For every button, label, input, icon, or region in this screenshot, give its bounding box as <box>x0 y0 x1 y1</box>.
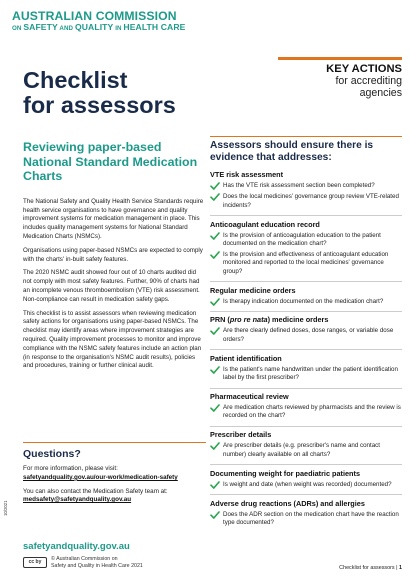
checklist-section-regular-orders <box>210 286 402 306</box>
intro-paragraph: The National Safety and Quality Health Service Standards require health service organisations to have governance and quality improvement systems for medication management in place. This includes quality management systems for National Standard Medication Charts (NSMCs). <box>23 197 204 241</box>
checklist-heading: Assessors should ensure there is evidence that addresses: <box>210 136 402 164</box>
section-title: Regular medicine orders <box>210 285 296 295</box>
checklist-section-prescriber-details <box>210 430 402 459</box>
checklist-section-vte <box>210 170 402 210</box>
checklist-item: Are there clearly defined doses, dose ranges, or variable dose orders? <box>210 327 402 344</box>
checklist-item: Is the provision of anticoagulation education to the patient documented on the medication chart? <box>210 232 402 249</box>
checklist-item: Does the ADR section on the medication chart have the reaction type documented? <box>210 511 402 528</box>
section-divider <box>210 388 402 389</box>
section-divider <box>210 215 402 216</box>
medsafety-email-link[interactable]: medsafety@safetyandquality.gov.au <box>23 496 132 504</box>
checklist-item: Is therapy indication documented on the medication chart? <box>210 298 402 306</box>
checklist-section-anticoagulant <box>210 220 402 276</box>
checklist-section-adr-allergies <box>210 499 402 528</box>
checkmark-icon <box>210 327 220 335</box>
checkmark-icon <box>210 404 220 412</box>
checkmark-icon <box>210 193 220 201</box>
section-divider <box>210 349 402 350</box>
organisation-logo <box>12 10 185 32</box>
subtitle: Reviewing paper-based National Standard Medication Charts <box>23 140 198 184</box>
section-title: VTE risk assessment <box>210 170 284 180</box>
page-number: 1 <box>399 565 402 571</box>
checkmark-icon <box>210 251 220 259</box>
copyright-text: © Australian Commission on Safety and Quality in Health Care 2021 <box>51 556 143 569</box>
key-actions-box <box>278 57 402 103</box>
page-title-line2: for assessors <box>23 92 176 119</box>
section-title: Adverse drug reactions (ADRs) and allergies <box>210 498 365 508</box>
section-divider <box>210 464 402 465</box>
medication-safety-link[interactable]: safetyandquality.gov.au/our-work/medication-safety <box>23 473 178 481</box>
checkmark-icon <box>210 182 220 190</box>
checklist-item: Are medication charts reviewed by pharmacists and the review is recorded on the chart? <box>210 404 402 421</box>
checkmark-icon <box>210 366 220 374</box>
questions-info-text: For more information, please visit: <box>23 465 118 472</box>
intro-paragraph: This checklist is to assist assessors when reviewing medication safety actions for organisations using paper-based NSMCs. The checklist may identify areas where improvement strategies are required. Quality improvement processes to monitor and improve compliance with the NSMC safety features include an action plan (in response to the organisation's NSMC audit results), policies and procedures, training or further clinical audit. <box>23 309 202 370</box>
checklist-section-pharmaceutical-review <box>210 392 402 421</box>
checklist-section-paediatric-weight <box>210 469 402 489</box>
section-title: Documenting weight for paediatric patients <box>210 468 361 478</box>
section-divider <box>210 494 402 495</box>
org-name-line1: AUSTRALIAN COMMISSION <box>12 9 177 23</box>
section-divider <box>210 311 402 312</box>
section-title: Patient identification <box>210 353 282 363</box>
checklist-item: Is the patient's name handwritten under the patient identification label by the first prescriber? <box>210 366 402 383</box>
page-title <box>23 68 176 119</box>
checklist-section-patient-id <box>210 354 402 383</box>
questions-divider <box>23 442 206 443</box>
section-divider <box>210 426 402 427</box>
section-title: PRN (pro re nata) medicine orders <box>210 315 329 325</box>
checkmark-icon <box>210 481 220 489</box>
section-title: Anticoagulant education record <box>210 219 320 229</box>
questions-text <box>23 465 206 505</box>
checklist-column <box>210 136 402 532</box>
checklist-item: Has the VTE risk assessment section been completed? <box>210 182 402 190</box>
page-footer: Checklist for assessors | 1 <box>339 565 402 571</box>
checkmark-icon <box>210 442 220 450</box>
checklist-item: Is the provision and effectiveness of anticoagulant education monitored and reported to the local medicines' governance group? <box>210 251 402 276</box>
website-link[interactable]: safetyandquality.gov.au <box>23 541 130 552</box>
page-title-line1: Checklist <box>23 67 128 93</box>
checkmark-icon <box>210 298 220 306</box>
key-actions-line1: for accrediting <box>335 75 402 87</box>
questions-title: Questions? <box>23 448 81 460</box>
section-title: Pharmaceutical review <box>210 392 289 402</box>
section-title: Prescriber details <box>210 430 272 440</box>
key-actions-title: KEY ACTIONS <box>326 63 402 75</box>
questions-contact-text: You can also contact the Medication Safety team at: <box>23 487 168 495</box>
org-name-line2: ON SAFETY AND QUALITY IN HEALTH CARE <box>12 21 186 32</box>
intro-paragraph: The 2020 NSMC audit showed four out of 10 charts audited did not comply with most safety features. Further, 90% of charts had an incomplete venous thromboembolism (VTE) risk assessment. Non-compliance can result in medication safety gaps. <box>23 269 200 303</box>
document-code: 10/2021 <box>3 500 8 516</box>
checkmark-icon <box>210 232 220 240</box>
checklist-item: Does the local medicines' governance group review VTE-related incidents? <box>210 193 402 210</box>
footer-label: Checklist for assessors <box>339 565 395 571</box>
checklist-section-prn-orders <box>210 315 402 344</box>
checklist-item: Is weight and date (when weight was recorded) documented? <box>210 481 402 489</box>
checklist-item: Are prescriber details (e.g. prescriber's name and contact number) clearly available on all charts? <box>210 442 402 459</box>
creative-commons-badge: cc by <box>23 557 47 568</box>
intro-column <box>23 140 206 376</box>
checkmark-icon <box>210 511 220 519</box>
section-divider <box>210 281 402 282</box>
key-actions-line2: agencies <box>359 87 402 100</box>
intro-paragraph: Organisations using paper-based NSMCs are expected to comply with the charts' in-built safety features. <box>23 246 203 263</box>
